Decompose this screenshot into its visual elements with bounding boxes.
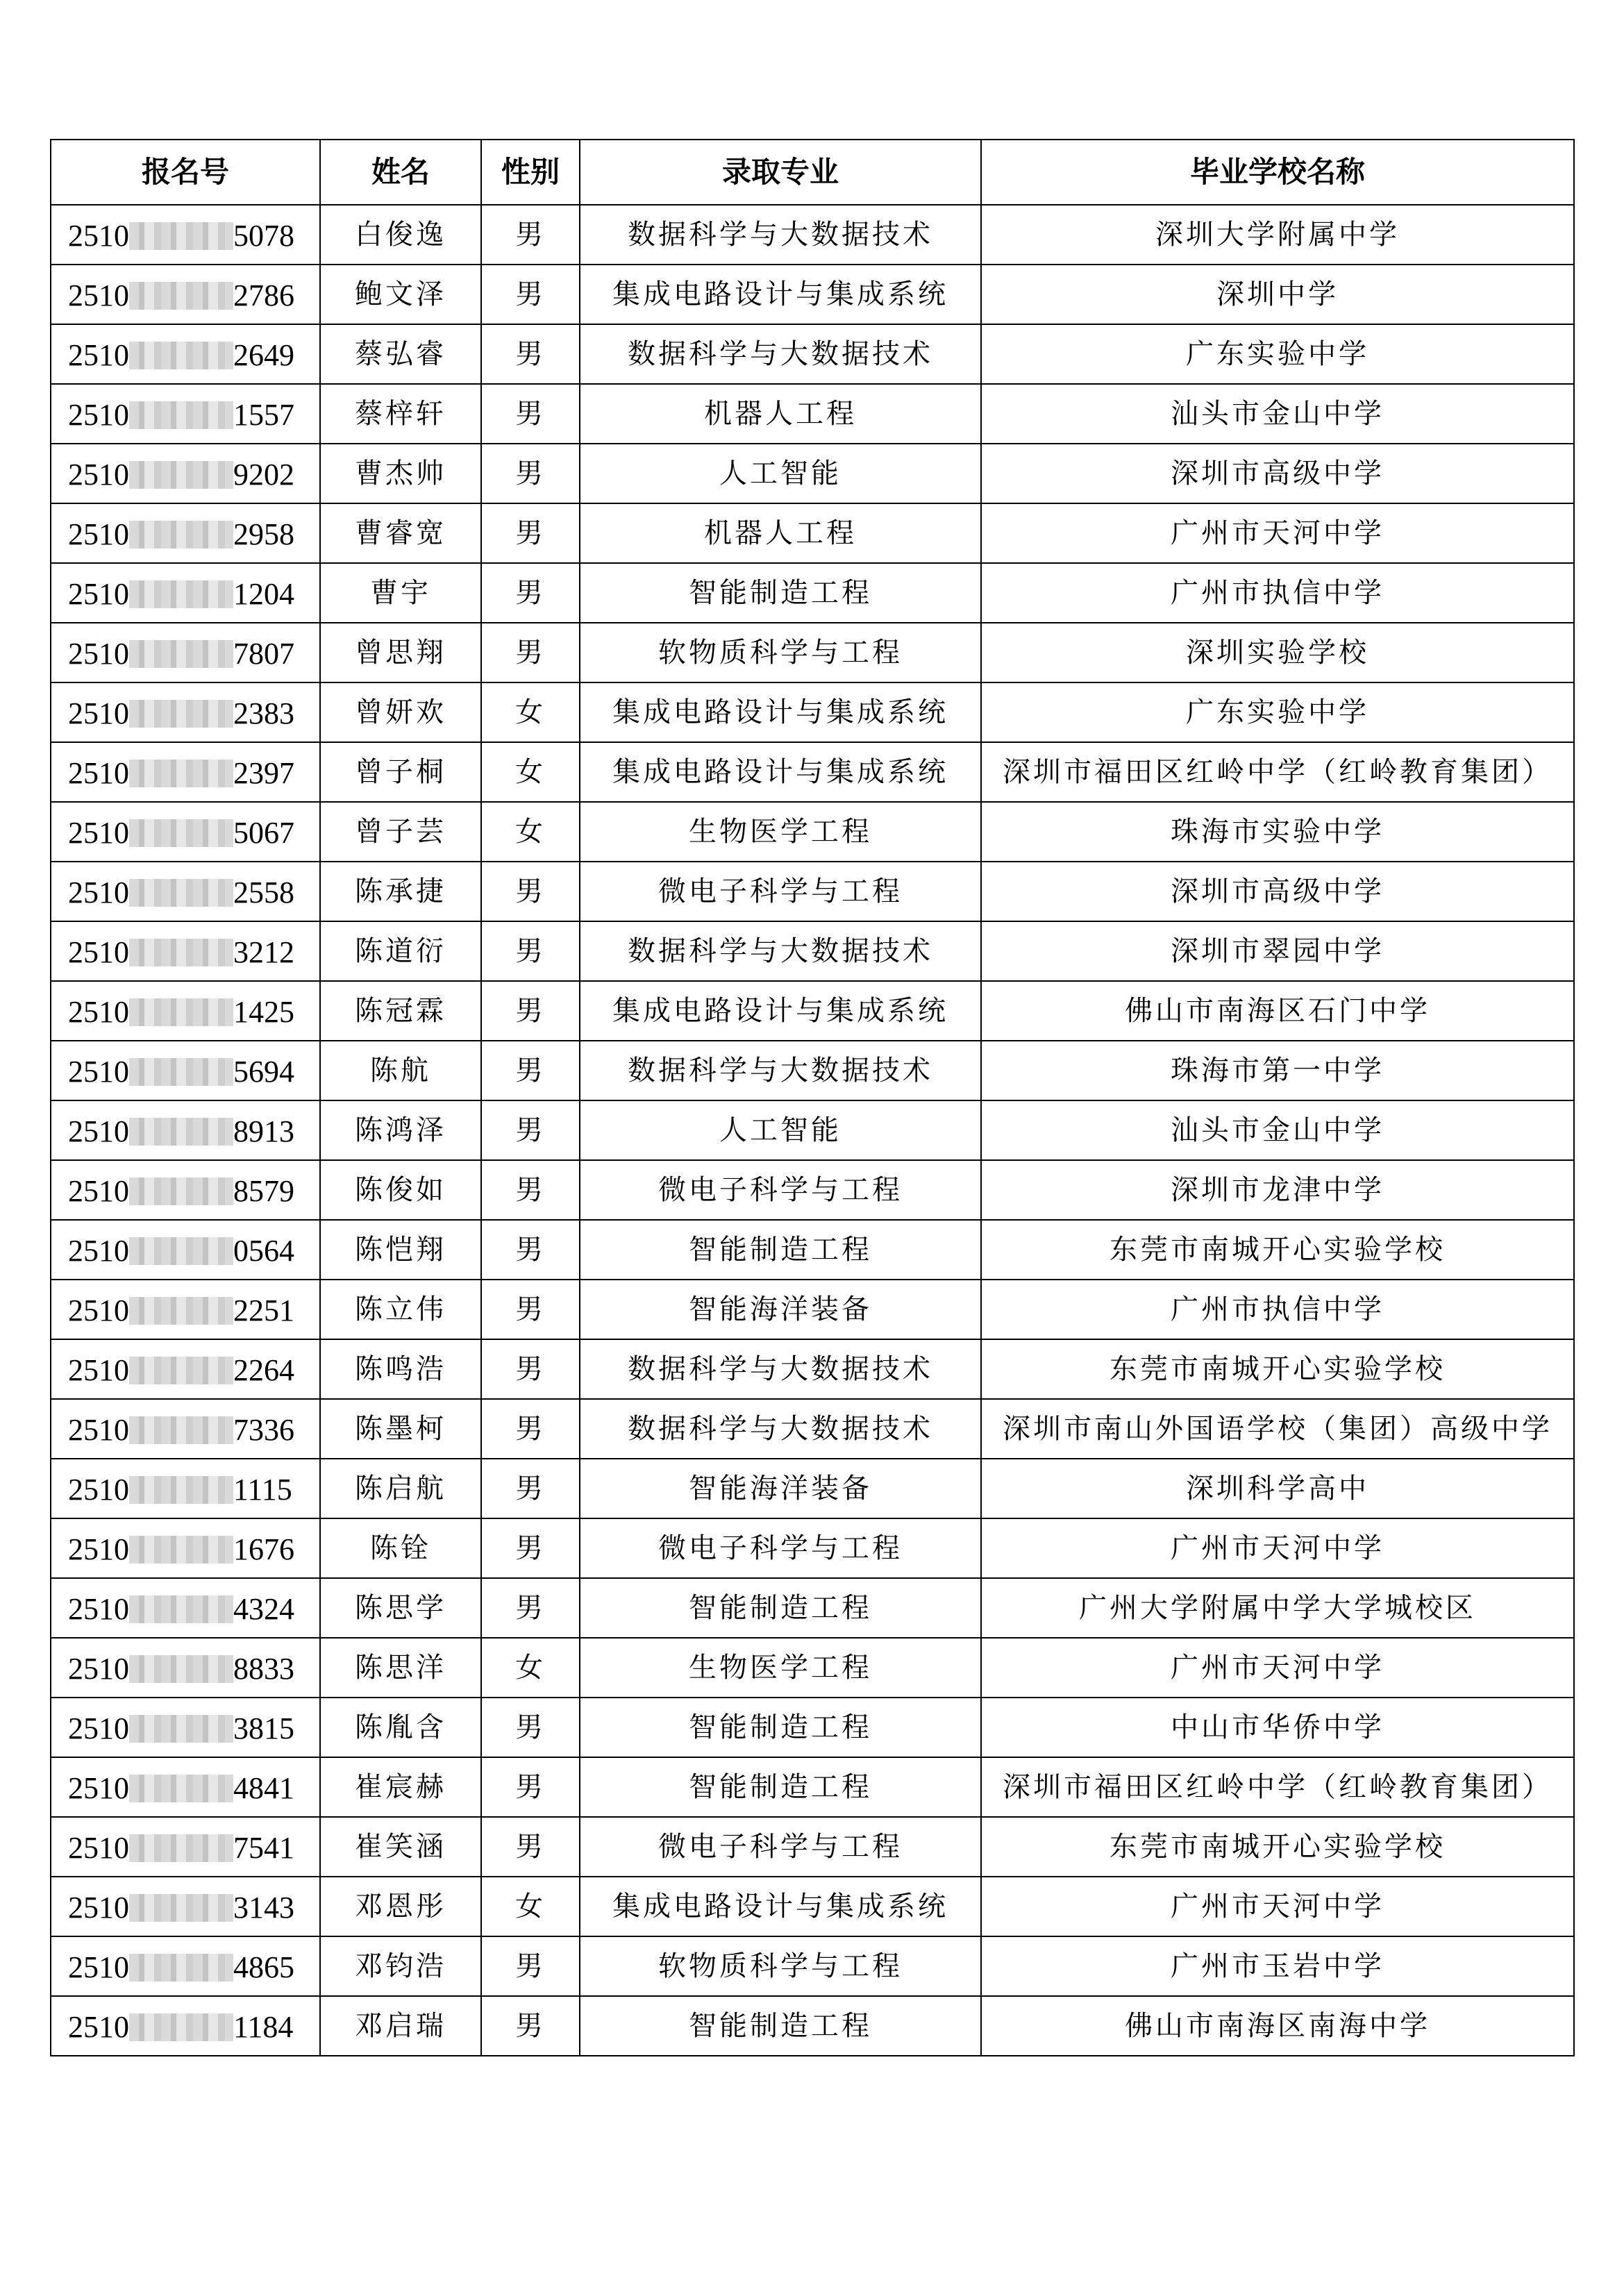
header-major: 录取专业 xyxy=(580,140,981,205)
gender-cell: 男 xyxy=(481,444,580,503)
student-name-cell: 曹睿宽 xyxy=(320,503,481,563)
redacted-digits-mask xyxy=(129,700,233,728)
student-name-cell: 崔宸赫 xyxy=(320,1757,481,1817)
school-cell: 中山市华侨中学 xyxy=(981,1698,1574,1757)
redacted-digits-mask xyxy=(129,1357,233,1384)
registration-number-cell xyxy=(51,1041,320,1100)
registration-number-cell xyxy=(51,1817,320,1877)
gender-cell: 男 xyxy=(481,1339,580,1399)
registration-number-prefix: 2510 xyxy=(68,1173,129,1208)
redacted-digits-mask xyxy=(129,342,233,369)
registration-number-suffix: 7541 xyxy=(233,1830,294,1865)
school-cell: 广州市天河中学 xyxy=(981,1518,1574,1578)
registration-number-suffix: 5078 xyxy=(233,218,294,253)
school-cell: 深圳市福田区红岭中学（红岭教育集团） xyxy=(981,1757,1574,1817)
school-cell: 广州市天河中学 xyxy=(981,1877,1574,1936)
registration-number-prefix: 2510 xyxy=(68,1412,129,1447)
redacted-digits-mask xyxy=(129,1894,233,1922)
gender-cell: 男 xyxy=(481,1578,580,1638)
registration-number-cell xyxy=(51,1280,320,1339)
registration-number-prefix: 2510 xyxy=(68,1711,129,1745)
registration-number-cell xyxy=(51,1698,320,1757)
major-cell: 智能制造工程 xyxy=(580,1698,981,1757)
school-cell: 深圳科学高中 xyxy=(981,1459,1574,1518)
table-row xyxy=(51,981,1574,1041)
registration-number-suffix: 7807 xyxy=(233,636,294,671)
table-header xyxy=(51,140,1574,205)
registration-number-cell xyxy=(51,1757,320,1817)
gender-cell: 男 xyxy=(481,1041,580,1100)
major-cell: 集成电路设计与集成系统 xyxy=(580,1877,981,1936)
registration-number-cell xyxy=(51,324,320,384)
registration-number-cell xyxy=(51,205,320,265)
student-name-cell: 陈冠霖 xyxy=(320,981,481,1041)
school-cell: 广州市天河中学 xyxy=(981,503,1574,563)
registration-number-suffix: 1184 xyxy=(233,2009,294,2044)
gender-cell: 男 xyxy=(481,265,580,324)
school-cell: 珠海市第一中学 xyxy=(981,1041,1574,1100)
registration-number-suffix: 1676 xyxy=(233,1532,294,1566)
major-cell: 数据科学与大数据技术 xyxy=(580,921,981,981)
registration-number-suffix: 2558 xyxy=(233,875,294,910)
registration-number-prefix: 2510 xyxy=(68,994,129,1029)
registration-number-prefix: 2510 xyxy=(68,2009,129,2044)
registration-number-cell xyxy=(51,921,320,981)
registration-number-prefix: 2510 xyxy=(68,1054,129,1089)
major-cell: 智能海洋装备 xyxy=(580,1280,981,1339)
school-cell: 广州市执信中学 xyxy=(981,1280,1574,1339)
gender-cell: 男 xyxy=(481,1399,580,1459)
registration-number-cell xyxy=(51,1399,320,1459)
registration-number-suffix: 2786 xyxy=(233,278,294,312)
school-cell: 佛山市南海区南海中学 xyxy=(981,1996,1574,2056)
registration-number-prefix: 2510 xyxy=(68,576,129,611)
school-cell: 深圳中学 xyxy=(981,265,1574,324)
registration-number-prefix: 2510 xyxy=(68,1114,129,1148)
registration-number-prefix: 2510 xyxy=(68,1591,129,1626)
registration-number-suffix: 4324 xyxy=(233,1591,294,1626)
registration-number-prefix: 2510 xyxy=(68,278,129,312)
gender-cell: 男 xyxy=(481,1698,580,1757)
registration-number-cell xyxy=(51,1518,320,1578)
gender-cell: 男 xyxy=(481,1220,580,1280)
table-row xyxy=(51,265,1574,324)
major-cell: 机器人工程 xyxy=(580,503,981,563)
student-name-cell: 陈墨柯 xyxy=(320,1399,481,1459)
redacted-digits-mask xyxy=(129,401,233,429)
gender-cell: 男 xyxy=(481,1459,580,1518)
redacted-digits-mask xyxy=(129,1178,233,1205)
redacted-digits-mask xyxy=(129,222,233,250)
gender-cell: 男 xyxy=(481,324,580,384)
redacted-digits-mask xyxy=(129,1536,233,1564)
major-cell: 人工智能 xyxy=(580,1100,981,1160)
major-cell: 集成电路设计与集成系统 xyxy=(580,682,981,742)
registration-number-suffix: 2264 xyxy=(233,1352,294,1387)
registration-number-prefix: 2510 xyxy=(68,875,129,910)
student-name-cell: 陈俊如 xyxy=(320,1160,481,1220)
table-row xyxy=(51,1578,1574,1638)
table-row xyxy=(51,1100,1574,1160)
major-cell: 智能制造工程 xyxy=(580,563,981,623)
redacted-digits-mask xyxy=(129,1118,233,1146)
registration-number-suffix: 3815 xyxy=(233,1711,294,1745)
registration-number-cell xyxy=(51,444,320,503)
registration-number-prefix: 2510 xyxy=(68,636,129,671)
redacted-digits-mask xyxy=(129,1297,233,1325)
registration-number-cell xyxy=(51,1996,320,2056)
redacted-digits-mask xyxy=(129,1595,233,1623)
registration-number-prefix: 2510 xyxy=(68,1532,129,1566)
registration-number-suffix: 3143 xyxy=(233,1890,294,1925)
redacted-digits-mask xyxy=(129,1476,233,1504)
table-row xyxy=(51,742,1574,802)
registration-number-cell xyxy=(51,563,320,623)
major-cell: 智能海洋装备 xyxy=(580,1459,981,1518)
table-row xyxy=(51,205,1574,265)
registration-number-prefix: 2510 xyxy=(68,457,129,492)
registration-number-suffix: 9202 xyxy=(233,457,294,492)
table-row xyxy=(51,1339,1574,1399)
registration-number-cell xyxy=(51,862,320,921)
registration-number-suffix: 1425 xyxy=(233,994,294,1029)
school-cell: 广东实验中学 xyxy=(981,682,1574,742)
registration-number-cell xyxy=(51,742,320,802)
redacted-digits-mask xyxy=(129,1416,233,1444)
major-cell: 智能制造工程 xyxy=(580,1220,981,1280)
table-row xyxy=(51,1160,1574,1220)
major-cell: 数据科学与大数据技术 xyxy=(580,324,981,384)
gender-cell: 男 xyxy=(481,1100,580,1160)
student-name-cell: 曾思翔 xyxy=(320,623,481,682)
student-name-cell: 陈鸣浩 xyxy=(320,1339,481,1399)
registration-number-prefix: 2510 xyxy=(68,1352,129,1387)
registration-number-suffix: 0564 xyxy=(233,1233,294,1268)
major-cell: 智能制造工程 xyxy=(580,1757,981,1817)
registration-number-cell xyxy=(51,1220,320,1280)
redacted-digits-mask xyxy=(129,1058,233,1086)
table-row xyxy=(51,682,1574,742)
registration-number-suffix: 1204 xyxy=(233,576,294,611)
student-name-cell: 陈思洋 xyxy=(320,1638,481,1698)
school-cell: 佛山市南海区石门中学 xyxy=(981,981,1574,1041)
header-name: 姓名 xyxy=(320,140,481,205)
major-cell: 人工智能 xyxy=(580,444,981,503)
student-name-cell: 陈胤含 xyxy=(320,1698,481,1757)
redacted-digits-mask xyxy=(129,1954,233,1981)
school-cell: 深圳市龙津中学 xyxy=(981,1160,1574,1220)
registration-number-prefix: 2510 xyxy=(68,935,129,969)
header-school: 毕业学校名称 xyxy=(981,140,1574,205)
registration-number-prefix: 2510 xyxy=(68,1890,129,1925)
registration-number-suffix: 2958 xyxy=(233,517,294,551)
redacted-digits-mask xyxy=(129,1237,233,1265)
registration-number-cell xyxy=(51,981,320,1041)
table-row xyxy=(51,1280,1574,1339)
major-cell: 软物质科学与工程 xyxy=(580,1936,981,1996)
table-row xyxy=(51,1459,1574,1518)
student-name-cell: 鲍文泽 xyxy=(320,265,481,324)
student-name-cell: 曹宇 xyxy=(320,563,481,623)
major-cell: 微电子科学与工程 xyxy=(580,1160,981,1220)
student-name-cell: 曹杰帅 xyxy=(320,444,481,503)
table-row xyxy=(51,444,1574,503)
registration-number-prefix: 2510 xyxy=(68,1293,129,1327)
gender-cell: 男 xyxy=(481,1936,580,1996)
student-name-cell: 曾子桐 xyxy=(320,742,481,802)
major-cell: 生物医学工程 xyxy=(580,802,981,862)
redacted-digits-mask xyxy=(129,282,233,310)
school-cell: 深圳市高级中学 xyxy=(981,862,1574,921)
student-name-cell: 蔡梓轩 xyxy=(320,384,481,444)
registration-number-suffix: 4841 xyxy=(233,1770,294,1805)
gender-cell: 男 xyxy=(481,384,580,444)
major-cell: 智能制造工程 xyxy=(580,1996,981,2056)
gender-cell: 男 xyxy=(481,862,580,921)
registration-number-suffix: 2649 xyxy=(233,337,294,372)
registration-number-suffix: 8579 xyxy=(233,1173,294,1208)
registration-number-prefix: 2510 xyxy=(68,517,129,551)
registration-number-prefix: 2510 xyxy=(68,1830,129,1865)
table-row xyxy=(51,563,1574,623)
gender-cell: 男 xyxy=(481,1280,580,1339)
major-cell: 数据科学与大数据技术 xyxy=(580,1339,981,1399)
student-name-cell: 曾妍欢 xyxy=(320,682,481,742)
registration-number-suffix: 8833 xyxy=(233,1651,294,1686)
school-cell: 广东实验中学 xyxy=(981,324,1574,384)
gender-cell: 女 xyxy=(481,1638,580,1698)
student-name-cell: 陈立伟 xyxy=(320,1280,481,1339)
major-cell: 微电子科学与工程 xyxy=(580,862,981,921)
school-cell: 深圳市翠园中学 xyxy=(981,921,1574,981)
registration-number-prefix: 2510 xyxy=(68,755,129,790)
redacted-digits-mask xyxy=(129,640,233,668)
registration-number-cell xyxy=(51,1936,320,1996)
table-row xyxy=(51,1996,1574,2056)
major-cell: 智能制造工程 xyxy=(580,1578,981,1638)
registration-number-prefix: 2510 xyxy=(68,1950,129,1984)
gender-cell: 男 xyxy=(481,921,580,981)
table-row xyxy=(51,921,1574,981)
table-row xyxy=(51,1757,1574,1817)
table-row xyxy=(51,1518,1574,1578)
registration-number-suffix: 1557 xyxy=(233,397,294,432)
table-row xyxy=(51,1936,1574,1996)
school-cell: 东莞市南城开心实验学校 xyxy=(981,1220,1574,1280)
registration-number-prefix: 2510 xyxy=(68,397,129,432)
school-cell: 深圳实验学校 xyxy=(981,623,1574,682)
registration-number-suffix: 2251 xyxy=(233,1293,294,1327)
table-row xyxy=(51,1817,1574,1877)
school-cell: 汕头市金山中学 xyxy=(981,384,1574,444)
registration-number-cell xyxy=(51,802,320,862)
major-cell: 生物医学工程 xyxy=(580,1638,981,1698)
student-name-cell: 崔笑涵 xyxy=(320,1817,481,1877)
student-name-cell: 曾子芸 xyxy=(320,802,481,862)
student-name-cell: 陈鸿泽 xyxy=(320,1100,481,1160)
school-cell: 深圳市南山外国语学校（集团）高级中学 xyxy=(981,1399,1574,1459)
student-name-cell: 陈启航 xyxy=(320,1459,481,1518)
registration-number-prefix: 2510 xyxy=(68,1233,129,1268)
registration-number-prefix: 2510 xyxy=(68,1770,129,1805)
table-row xyxy=(51,802,1574,862)
major-cell: 集成电路设计与集成系统 xyxy=(580,981,981,1041)
major-cell: 数据科学与大数据技术 xyxy=(580,205,981,265)
redacted-digits-mask xyxy=(129,1715,233,1743)
gender-cell: 男 xyxy=(481,1518,580,1578)
table-row xyxy=(51,1638,1574,1698)
student-name-cell: 白俊逸 xyxy=(320,205,481,265)
registration-number-cell xyxy=(51,1160,320,1220)
registration-number-cell xyxy=(51,623,320,682)
registration-number-prefix: 2510 xyxy=(68,1651,129,1686)
registration-number-cell xyxy=(51,1100,320,1160)
table-row xyxy=(51,503,1574,563)
major-cell: 机器人工程 xyxy=(580,384,981,444)
table-row xyxy=(51,862,1574,921)
gender-cell: 男 xyxy=(481,1817,580,1877)
gender-cell: 男 xyxy=(481,1757,580,1817)
registration-number-suffix: 2397 xyxy=(233,755,294,790)
registration-number-prefix: 2510 xyxy=(68,218,129,253)
student-name-cell: 陈道衍 xyxy=(320,921,481,981)
student-name-cell: 陈承捷 xyxy=(320,862,481,921)
redacted-digits-mask xyxy=(129,1655,233,1683)
table-row xyxy=(51,1399,1574,1459)
major-cell: 微电子科学与工程 xyxy=(580,1518,981,1578)
student-name-cell: 陈思学 xyxy=(320,1578,481,1638)
registration-number-suffix: 8913 xyxy=(233,1114,294,1148)
school-cell: 广州市玉岩中学 xyxy=(981,1936,1574,1996)
student-name-cell: 邓启瑞 xyxy=(320,1996,481,2056)
registration-number-cell xyxy=(51,1459,320,1518)
gender-cell: 男 xyxy=(481,563,580,623)
student-name-cell: 邓钧浩 xyxy=(320,1936,481,1996)
school-cell: 广州市执信中学 xyxy=(981,563,1574,623)
major-cell: 集成电路设计与集成系统 xyxy=(580,742,981,802)
admissions-table xyxy=(50,139,1575,2056)
table-body xyxy=(51,205,1574,2056)
registration-number-suffix: 7336 xyxy=(233,1412,294,1447)
redacted-digits-mask xyxy=(129,998,233,1026)
header-row xyxy=(51,140,1574,205)
header-id: 报名号 xyxy=(51,140,320,205)
redacted-digits-mask xyxy=(129,939,233,966)
major-cell: 数据科学与大数据技术 xyxy=(580,1399,981,1459)
school-cell: 深圳市福田区红岭中学（红岭教育集团） xyxy=(981,742,1574,802)
school-cell: 珠海市实验中学 xyxy=(981,802,1574,862)
gender-cell: 男 xyxy=(481,205,580,265)
registration-number-suffix: 3212 xyxy=(233,935,294,969)
table-row xyxy=(51,384,1574,444)
major-cell: 数据科学与大数据技术 xyxy=(580,1041,981,1100)
gender-cell: 男 xyxy=(481,623,580,682)
gender-cell: 男 xyxy=(481,981,580,1041)
student-name-cell: 邓恩彤 xyxy=(320,1877,481,1936)
registration-number-cell xyxy=(51,1578,320,1638)
gender-cell: 女 xyxy=(481,682,580,742)
gender-cell: 男 xyxy=(481,1996,580,2056)
student-name-cell: 陈航 xyxy=(320,1041,481,1100)
gender-cell: 女 xyxy=(481,742,580,802)
gender-cell: 女 xyxy=(481,802,580,862)
registration-number-suffix: 1115 xyxy=(233,1472,292,1507)
registration-number-suffix: 4865 xyxy=(233,1950,294,1984)
registration-number-prefix: 2510 xyxy=(68,1472,129,1507)
student-name-cell: 陈铨 xyxy=(320,1518,481,1578)
student-name-cell: 陈恺翔 xyxy=(320,1220,481,1280)
gender-cell: 男 xyxy=(481,503,580,563)
school-cell: 深圳大学附属中学 xyxy=(981,205,1574,265)
registration-number-cell xyxy=(51,1638,320,1698)
table-row xyxy=(51,324,1574,384)
table-row xyxy=(51,623,1574,682)
redacted-digits-mask xyxy=(129,1775,233,1802)
school-cell: 深圳市高级中学 xyxy=(981,444,1574,503)
school-cell: 广州市天河中学 xyxy=(981,1638,1574,1698)
registration-number-prefix: 2510 xyxy=(68,815,129,850)
registration-number-cell xyxy=(51,384,320,444)
table-row xyxy=(51,1041,1574,1100)
redacted-digits-mask xyxy=(129,521,233,548)
redacted-digits-mask xyxy=(129,760,233,787)
major-cell: 微电子科学与工程 xyxy=(580,1817,981,1877)
registration-number-cell xyxy=(51,265,320,324)
major-cell: 软物质科学与工程 xyxy=(580,623,981,682)
redacted-digits-mask xyxy=(129,879,233,907)
redacted-digits-mask xyxy=(129,461,233,489)
redacted-digits-mask xyxy=(129,580,233,608)
major-cell: 集成电路设计与集成系统 xyxy=(580,265,981,324)
school-cell: 东莞市南城开心实验学校 xyxy=(981,1817,1574,1877)
registration-number-suffix: 5694 xyxy=(233,1054,294,1089)
registration-number-cell xyxy=(51,1339,320,1399)
registration-number-cell xyxy=(51,682,320,742)
table-row xyxy=(51,1220,1574,1280)
registration-number-prefix: 2510 xyxy=(68,337,129,372)
gender-cell: 女 xyxy=(481,1877,580,1936)
registration-number-cell xyxy=(51,1877,320,1936)
student-name-cell: 蔡弘睿 xyxy=(320,324,481,384)
school-cell: 广州大学附属中学大学城校区 xyxy=(981,1578,1574,1638)
redacted-digits-mask xyxy=(129,2013,233,2041)
school-cell: 汕头市金山中学 xyxy=(981,1100,1574,1160)
gender-cell: 男 xyxy=(481,1160,580,1220)
table-row xyxy=(51,1698,1574,1757)
school-cell: 东莞市南城开心实验学校 xyxy=(981,1339,1574,1399)
header-gender: 性别 xyxy=(481,140,580,205)
registration-number-prefix: 2510 xyxy=(68,696,129,730)
redacted-digits-mask xyxy=(129,1834,233,1862)
registration-number-suffix: 5067 xyxy=(233,815,294,850)
registration-number-suffix: 2383 xyxy=(233,696,294,730)
registration-number-cell xyxy=(51,503,320,563)
redacted-digits-mask xyxy=(129,819,233,847)
table-row xyxy=(51,1877,1574,1936)
